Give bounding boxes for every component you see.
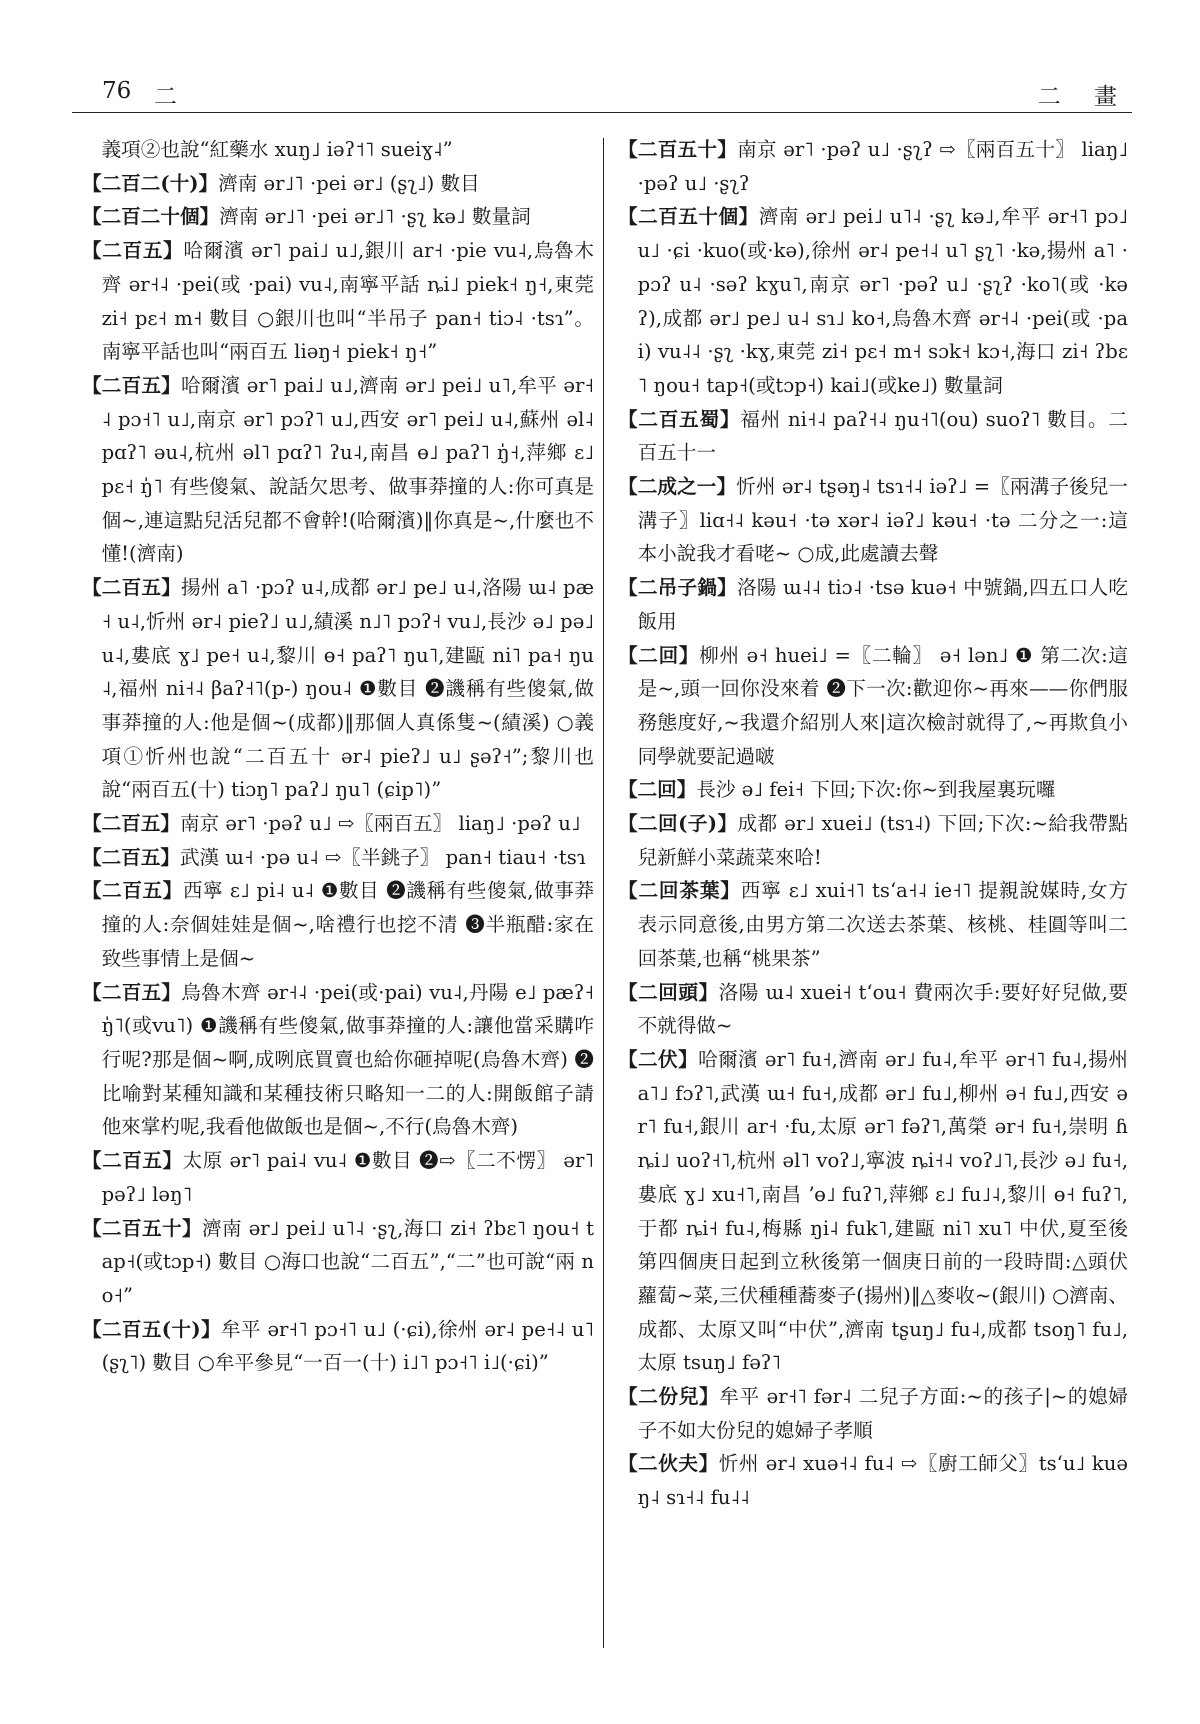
entry-headword: 【二百五十個】 xyxy=(618,205,759,229)
entry-headword: 【二份兒】 xyxy=(618,1385,720,1409)
entry-headword: 【二回茶葉】 xyxy=(618,879,741,903)
entry-text: 牟平 ər˧˥ fər˨ 二兒子方面:~的孩子|~的媳婦子不如大份兒的媳婦子孝順 xyxy=(637,1385,1128,1442)
header-rule xyxy=(72,112,1132,113)
entry-text: 濟南 ər˩˥ ·pei ər˩˥ ·ʂʅ kə˩ 數量詞 xyxy=(219,205,531,229)
entry-headword: 【二回】 xyxy=(618,643,700,667)
dictionary-entry xyxy=(618,200,1128,402)
entry-headword: 【二百五蜀】 xyxy=(618,407,741,431)
entry-text: 成都 ər˩ xuei˩ (tsɿ˨) 下回;下次:~給我帶點兒新鮮小菜蔬菜來哈! xyxy=(637,812,1128,869)
entry-text: 揚州 a˥ ·pɔʔ u˨,成都 ər˩ pe˩ u˨,洛陽 ɯ˨ pæ˧ u˨,忻州 ər˨ pieʔ˩ u˩,績溪 n˩˥ pɔʔ˧ vu˩,長沙 ə˩ pə˩ u˨,婁底 ɣ˩ pe˧ u˨,黎川 ɵ˧ paʔ˥ ŋu˥,建甌 ni˥ pa˧ ŋu˨,福州 ni˧˨ βaʔ˧˥(p-) ŋou˨ ❶數目 ❷譏稱有些傻氣,做事莽撞的人:他是個~(成都)‖那個人真係隻~(績溪) ○義項①忻州也說“二百五十 ər˨ pieʔ˩ u˩ ʂəʔ˧”;黎川也說“兩百五(十) tiɔŋ˥ paʔ˩ ŋu˥ (ɕip˥)” xyxy=(101,576,594,802)
entry-headword: 【二吊子鍋】 xyxy=(618,576,737,600)
dictionary-entry xyxy=(82,1144,594,1211)
dictionary-entry xyxy=(82,571,594,807)
dictionary-entry xyxy=(82,874,594,975)
dictionary-entry xyxy=(618,1447,1128,1514)
entry-headword: 【二百五】 xyxy=(82,879,183,903)
left-running-head: 二 xyxy=(154,84,177,110)
entry-text: 西寧 ɛ˩ pi˨ u˨ ❶數目 ❷譏稱有些傻氣,做事莽撞的人:奈個娃娃是個~,啥禮行也挖不清 ❸半瓶醋:家在致些事情上是個~ xyxy=(101,879,594,970)
entry-text: 長沙 ə˩ fei˧ 下回;下次:你~到我屋裏玩囉 xyxy=(696,778,1056,802)
entry-text: 牟平 ər˧˥ pɔ˧˥ u˩ (·ɕi),徐州 ər˨ pe˧˨ u˥ (ʂʅ˥) 數目 ○牟平參見“一百一(十) i˩˥ pɔ˧˥ i˩(·ɕi)” xyxy=(101,1317,594,1375)
entry-headword: 【二百二(十)】 xyxy=(82,171,219,195)
page-number: 76 xyxy=(102,78,132,104)
entry-headword: 【二百五(十)】 xyxy=(82,1317,221,1341)
dictionary-entry xyxy=(82,1212,594,1313)
dictionary-entry xyxy=(618,807,1128,874)
dictionary-entry xyxy=(82,976,594,1145)
entry-text: 哈爾濱 ər˥ fu˧,濟南 ər˩ fu˨,牟平 ər˧˥ fu˨,揚州 a˥˩ fɔʔ˥,武漢 ɯ˧ fu˧,成都 ər˩ fu˩,柳州 ə˧ fu˩,西安 ər˥ fu˧,銀川 ar˧ ·fu,太原 ər˥ fəʔ˥,萬榮 ər˧ fu˧,崇明 ɦȵi˩ uoʔ˧˥,杭州 əl˥ voʔ˩,寧波 ȵi˧˨ voʔ˩˥,長沙 ə˩ fu˧,婁底 ɣ˩ xu˧˥,南昌 ʼɵ˩ fuʔ˥,萍鄉 ɛ˩ fu˩˨,黎川 ɵ˧ fuʔ˥,于都 ȵi˧ fu˨,梅縣 ŋi˨ fuk˥,建甌 ni˥ xu˥ 中伏,夏至後第四個庚日起到立秋後第一個庚日前的一段時間:△頭伏蘿蔔~菜,三伏種種蕎麥子(揚州)‖△麥收~(銀川) ○濟南、成都、太原又叫“中伏”,濟南 tʂuŋ˩ fu˨,成都 tsoŋ˥ fu˩,太原 tsuŋ˩ fəʔ˥ xyxy=(637,1047,1128,1375)
entry-text: 南京 ər˥ ·pəʔ u˩ ⇨〖兩百五〗 liaŋ˩ ·pəʔ u˩ xyxy=(179,812,581,836)
entry-text: 武漢 ɯ˧ ·pə u˨ ⇨〖半銚子〗 pan˧ tiau˧ ·tsɿ xyxy=(179,845,586,869)
entry-headword: 【二伙夫】 xyxy=(618,1452,719,1476)
entry-text: 濟南 ər˩ pei˩ u˥˨ ·ʂʅ kə˩,牟平 ər˧˥ pɔ˩ u˩ ·ɕi ·kuo(或·kə),徐州 ər˨ pe˧˨ u˥ ʂʅ˥ ·kə,揚州 a˥ ·pɔʔ u˨ ·səʔ kɣu˥,南京 ər˥ ·pəʔ u˩ ·ʂʅʔ ·ko˥(或 ·kəʔ),成都 ər˩ pe˩ u˨ sɿ˩ ko˧,烏魯木齊 ər˧˨ ·pei(或 ·pai) vu˨˨ ·ʂʅ ·kɣ,東莞 zi˧ pɛ˧ m˧ sɔk˧ kɔ˧,海口 zi˧ ʔbɛ˥ ŋou˧ tap˧(或tɔp˧) kai˩(或ke˩) 數量詞 xyxy=(637,205,1128,397)
dictionary-entry xyxy=(82,1313,594,1380)
entry-text: 義項②也說“紅藥水 xuŋ˩ iəʔ˦˥ sueiɣ˨” xyxy=(101,138,453,161)
entry-headword: 【二百五】 xyxy=(82,980,182,1004)
entry-headword: 【二百五】 xyxy=(82,845,180,869)
right-running-head: 二 畫 xyxy=(1037,84,1130,110)
dictionary-entry xyxy=(618,1043,1128,1380)
entry-text: 哈爾濱 ər˥ pai˩ u˩,濟南 ər˩ pei˩ u˥,牟平 ər˧˨ pɔ˧˥ u˩,南京 ər˥ pɔʔ˥ u˩,西安 ər˥ pei˩ u˨,蘇州 əl˨ pɑʔ˥ əu˨,杭州 əl˥ pɑʔ˥ ʔu˨,南昌 ɵ˩ paʔ˥ ŋ̍˧,萍鄉 ɛ˩ pɛ˧ ŋ̍˥ 有些傻氣、說話欠思考、做事莽撞的人:你可真是個~,連這點兒活兒都不會幹!(哈爾濱)‖你真是~,什麼也不懂!(濟南) xyxy=(101,373,595,566)
entry-text: 福州 ni˧˨ paʔ˧˨ ŋu˧˥(ou) suoʔ˥ 數目。二百五十一 xyxy=(637,407,1129,465)
entry-continuation xyxy=(82,133,594,167)
entry-headword: 【二百五】 xyxy=(82,239,184,263)
dictionary-entry xyxy=(82,841,594,875)
entry-headword: 【二伏】 xyxy=(618,1047,699,1071)
dictionary-entry xyxy=(618,639,1128,774)
entry-headword: 【二百五】 xyxy=(82,373,181,397)
entry-headword: 【二百五】 xyxy=(82,576,182,600)
entry-headword: 【二回頭】 xyxy=(618,980,719,1004)
dictionary-entry xyxy=(82,807,594,841)
dictionary-entry xyxy=(82,167,594,201)
entry-headword: 【二百五】 xyxy=(82,1149,183,1173)
dictionary-entry xyxy=(82,200,594,234)
dictionary-entry xyxy=(82,369,594,571)
entry-headword: 【二百五】 xyxy=(82,812,180,836)
entry-text: 哈爾濱 ər˥ pai˩ u˩,銀川 ar˧ ·pie vu˨,烏魯木齊 ər˧˨ ·pei(或 ·pai) vu˨,南寧平話 ȵi˩ piek˧ ŋ˧,東莞 zi˧ pɛ˧ m˧ 數目 ○銀川也叫“半吊子 pan˧ tiɔ˨ ·tsɿ”。南寧平話也叫“兩百五 liəŋ˧ piek˧ ŋ˧” xyxy=(101,239,594,364)
dictionary-entry xyxy=(618,470,1128,571)
entry-text: 忻州 ər˨ tʂəŋ˨ tsɿ˧˨ iəʔ˩ =〖兩溝子後兒一溝子〗liɑ˧˨ kəu˧ ·tə xər˨ iəʔ˩ kəu˧ ·tə 二分之一:這本小說我才看咾~ ○成,此處讀去聲 xyxy=(637,475,1129,566)
dictionary-entry xyxy=(618,133,1128,200)
right-column xyxy=(618,133,1128,1515)
entry-headword: 【二回(子)】 xyxy=(618,812,738,836)
dictionary-entry xyxy=(618,1380,1128,1447)
entry-headword: 【二回】 xyxy=(618,778,697,802)
dictionary-entry xyxy=(618,976,1128,1043)
dictionary-entry xyxy=(618,874,1128,975)
entry-text: 西寧 ɛ˩ xui˧˥ tsʻa˧˨ ie˧˥ 提親說媒時,女方表示同意後,由男方第二次送去茶葉、核桃、桂圓等叫二回茶葉,也稱“桃果茶” xyxy=(637,879,1128,970)
dictionary-entry xyxy=(618,403,1128,470)
entry-text: 太原 ər˥ pai˨ vu˨ ❶數目 ❷⇨〖二不愣〗 ər˥ pəʔ˩ ləŋ˥ xyxy=(101,1149,595,1206)
entry-headword: 【二百五十】 xyxy=(82,1216,203,1240)
left-column xyxy=(82,133,594,1380)
entry-text: 洛陽 ɯ˨˨ tiɔ˨ ·tsə kuə˧ 中號鍋,四五口人吃飯用 xyxy=(637,576,1129,633)
entry-headword: 【二百五十】 xyxy=(618,138,738,161)
entry-text: 洛陽 ɯ˨ xuei˧ tʻou˧ 費兩次手:要好好兒做,要不就得做~ xyxy=(637,980,1128,1038)
column-divider xyxy=(603,138,604,1648)
entry-text: 南京 ər˥ ·pəʔ u˩ ·ʂʅʔ ⇨〖兩百五十〗 liaŋ˩ ·pəʔ u˩ ·ʂʅʔ xyxy=(637,138,1129,195)
entry-text: 柳州 ə˧ huei˩ =〖二輪〗 ə˧ lən˩ ❶ 第二次:這是~,頭一回你没來着 ❷下一次:歡迎你~再來——你們服務態度好,~我還介紹別人來|這次檢討就得了,~再欺負小同學就要記過啵 xyxy=(637,643,1128,768)
entry-headword: 【二成之一】 xyxy=(618,475,737,499)
entry-text: 濟南 ər˩˥ ·pei ər˩ (ʂʅ˩) 數目 xyxy=(218,171,480,195)
entry-text: 烏魯木齊 ər˧˨ ·pei(或·pai) vu˨,丹陽 e˩ pæʔ˧ ŋ̍˥(或vu˥) ❶譏稱有些傻氣,做事莽撞的人:讓他當采購咋行呢?那是個~啊,成咧底買賣也給你砸掉呢(烏魯木齊) ❷比喻對某種知識和某種技術只略知一二的人:開飯館子請他來掌杓呢,我看他做飯也是個~,不行(烏魯木齊) xyxy=(101,980,594,1139)
dictionary-entry xyxy=(618,571,1128,638)
dictionary-entry xyxy=(618,773,1128,807)
dictionary-entry xyxy=(82,234,594,369)
entry-text: 濟南 ər˩ pei˩ u˥˨ ·ʂʅ,海口 zi˧ ʔbɛ˥ ŋou˧ tap˧(或tɔp˧) 數目 ○海口也說“二百五”,“二”也可說“兩 no˧” xyxy=(101,1216,594,1307)
entry-headword: 【二百二十個】 xyxy=(82,205,220,229)
entry-text: 忻州 ər˨ xuə˧˨ fu˨ ⇨〖廚工師父〗tsʻu˩ kuəŋ˨ sɿ˧˨ fu˨˨ xyxy=(637,1452,1128,1510)
page-header xyxy=(70,78,1130,108)
